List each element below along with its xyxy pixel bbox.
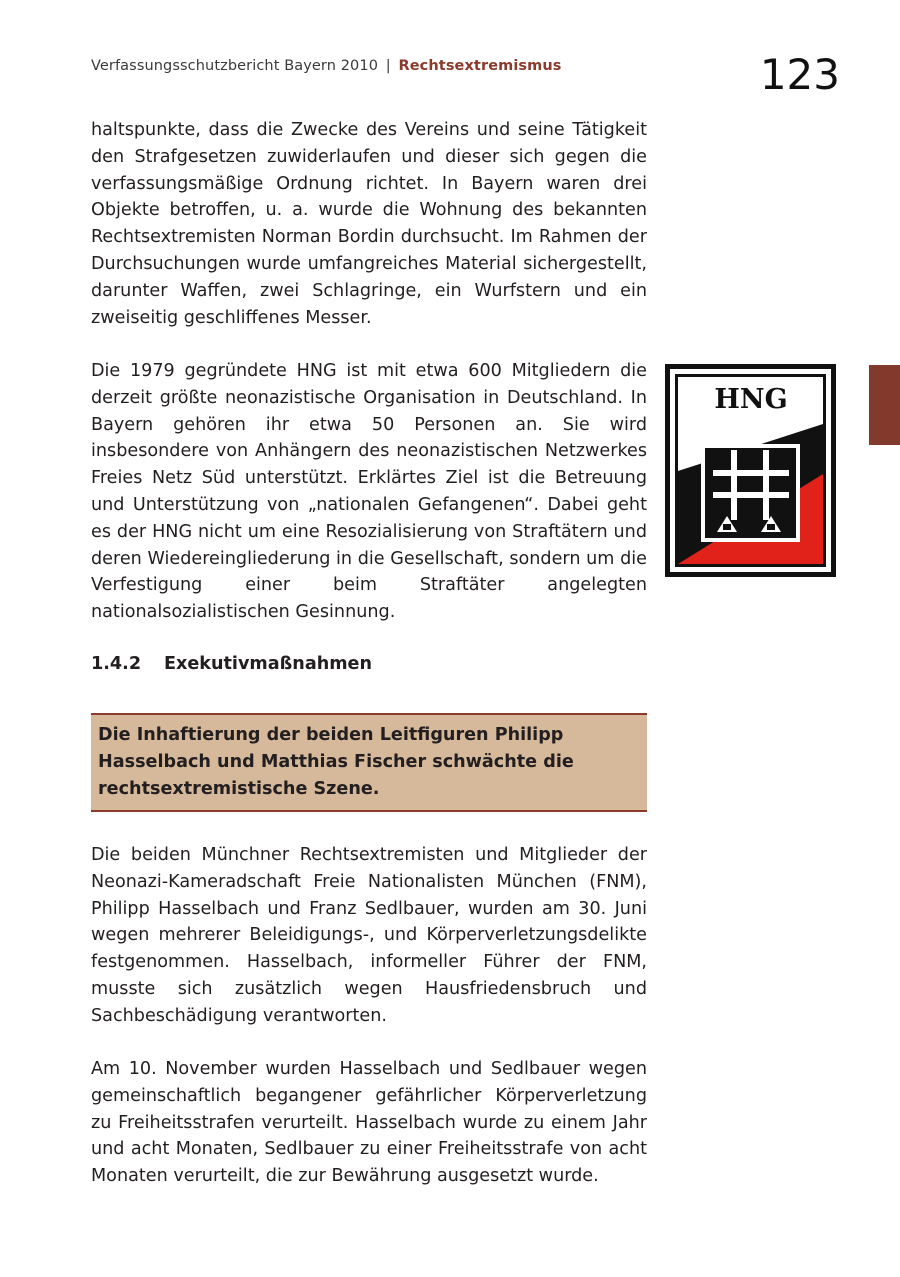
section-heading-title: Exekutivmaßnahmen [164, 654, 373, 674]
page-number: 123 [759, 50, 840, 99]
section-number: 1.4.2 [91, 654, 142, 674]
paragraph-search-results: haltspunkte, dass die Zwecke des Vereins und seine Tätigkeit den Strafgesetzen zuwiderlaufen und dieser sich gegen die verfassungsmäßige Ordnung richtet. In Bayern waren drei Objekte betroffen, u. a. wurde die Wohnung des bekannten Rechtsextremisten Norman Bordin durchsucht. Im Rahmen der Durchsuchungen wurde umfangreiches Material sichergestellt, darunter Waffen, zwei Schlagringe, ein Wurfstern und ein zweiseitig geschliffenes Messer. [91, 120, 647, 328]
paragraph-arrest: Die beiden Münchner Rechtsextremisten und Mitglieder der Neonazi-Kameradschaft Freie Nationalisten München (FNM), Philipp Hasselbach und Franz Sedlbauer, wurden am 30. Juni wegen mehrerer Beleidigungs-, und Körperverletzungsdelikte festgenommen. Hasselbach, informeller Führer der FNM, musste sich zusätzlich wegen Hausfriedensbruch und Sachbeschädigung verantworten. [91, 845, 647, 1026]
svg-text:HNG: HNG [714, 384, 788, 415]
running-header [91, 58, 562, 74]
paragraph-conviction: Am 10. November wurden Hasselbach und Sedlbauer wegen gemeinschaftlich begangener gefährlicher Körperverletzung zu Freiheitsstrafen verurteilt. Hasselbach wurde zu einem Jahr und acht Monaten, Sedlbauer zu einer Freiheitsstrafe von acht Monaten verurteilt, die zur Bewährung ausgesetzt wurde. [91, 1059, 647, 1187]
paragraph-hng-description: Die 1979 gegründete HNG ist mit etwa 600 Mitgliedern die derzeit größte neonazistische Organisation in Deutschland. In Bayern gehören ihr etwa 50 Personen an. Sie wird insbesondere von Anhängern des neonazistischen Netzwerkes Freies Netz Süd unterstützt. Erklärtes Ziel ist die Betreuung und Unterstützung von „nationalen Gefangenen“. Dabei geht es der HNG nicht um eine Resozialisierung von Straftätern und deren Wiedereingliederung in die Gesellschaft, sondern um die Verfestigung einer beim Straftäter angelegten nationalsozialistischen Gesinnung. [91, 361, 647, 623]
publication-title: Verfassungsschutzbericht Bayern 2010 [91, 58, 379, 74]
hng-logo-image [665, 364, 836, 577]
section-heading [91, 654, 372, 674]
header-separator: | [385, 58, 391, 74]
hng-prison-bars-icon [665, 364, 836, 577]
section-title: Rechtsextremismus [398, 58, 562, 74]
summary-callout-box: Die Inhaftierung der beiden Leitfiguren Philipp Hasselbach und Matthias Fischer schwächte die rechtsextremistische Szene. [91, 713, 647, 812]
chapter-tab-marker [869, 365, 900, 445]
